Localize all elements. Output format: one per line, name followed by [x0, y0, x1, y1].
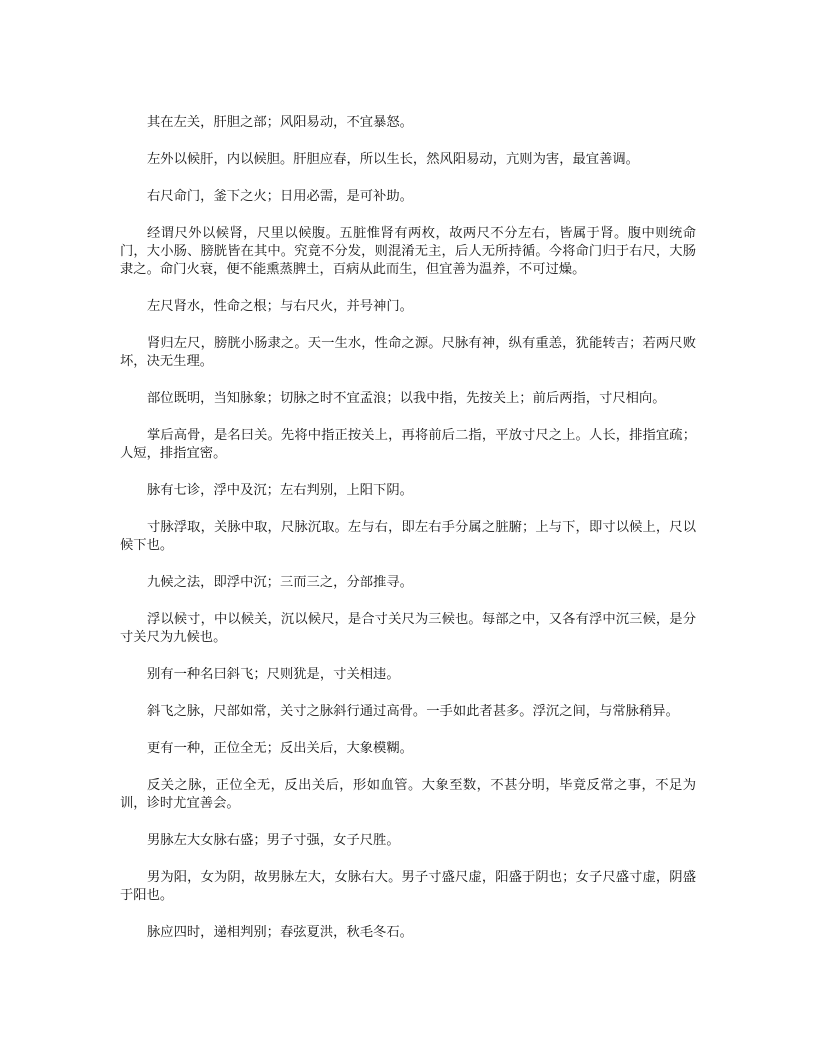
paragraph: 寸脉浮取，关脉中取，尺脉沉取。左与右，即左右手分属之脏腑；上与下，即寸以候上，尺以候下也。 [120, 520, 696, 553]
paragraph: 部位既明，当知脉象；切脉之时不宜孟浪；以我中指，先按关上；前后两指，寸尺相向。 [147, 391, 666, 406]
paragraph: 脉有七诊，浮中及沉；左右判别，上阳下阴。 [147, 483, 413, 498]
paragraph: 更有一种，正位全无；反出关后，大象模糊。 [147, 741, 413, 756]
paragraph: 左尺肾水，性命之根；与右尺火，并号神门。 [147, 299, 413, 314]
document-body [120, 114, 696, 961]
paragraph: 脉应四时，递相判别；春弦夏洪，秋毛冬石。 [147, 925, 413, 940]
paragraph: 掌后高骨，是名曰关。先将中指正按关上，再将前后二指，平放寸尺之上。人长，排指宜疏；人短，排指宜密。 [120, 428, 696, 461]
paragraph: 经谓尺外以候肾，尺里以候腹。五脏惟肾有两枚，故两尺不分左右，皆属于肾。腹中则统命门，大小肠、膀胱皆在其中。究竟不分发，则混淆无主，后人无所持循。今将命门归于右尺，大肠隶之。命门火衰，便不能熏蒸脾土，百病从此而生，但宜善为温养，不可过燥。 [120, 226, 696, 277]
paragraph: 男脉左大女脉右盛；男子寸强，女子尺胜。 [147, 833, 400, 848]
paragraph: 左外以候肝，内以候胆。肝胆应春，所以生长，然风阳易动，亢则为害，最宜善调。 [147, 152, 639, 167]
paragraph: 浮以候寸，中以候关，沉以候尺，是合寸关尺为三候也。每部之中，又各有浮中沉三候，是分寸关尺为九候也。 [120, 612, 696, 645]
paragraph: 肾归左尺，膀胱小肠隶之。天一生水，性命之源。尺脉有神，纵有重恙，犹能转吉；若两尺败坏，决无生理。 [120, 336, 696, 369]
paragraph: 斜飞之脉，尺部如常，关寸之脉斜行通过高骨。一手如此者甚多。浮沉之间，与常脉稍异。 [147, 704, 679, 719]
paragraph: 反关之脉，正位全无，反出关后，形如血管。大象至数，不甚分明，毕竟反常之事，不足为训，诊时尤宜善会。 [120, 778, 696, 811]
paragraph: 男为阳，女为阴，故男脉左大，女脉右大。男子寸盛尺虚，阳盛于阴也；女子尺盛寸虚，阴盛于阳也。 [120, 870, 696, 903]
paragraph: 别有一种名曰斜飞；尺则犹是，寸关相违。 [147, 667, 400, 682]
paragraph: 九候之法，即浮中沉；三而三之，分部推寻。 [147, 575, 413, 590]
paragraph: 右尺命门，釜下之火；日用必需，是可补助。 [147, 189, 413, 204]
paragraph: 其在左关，肝胆之部；风阳易动，不宜暴怒。 [147, 115, 413, 130]
